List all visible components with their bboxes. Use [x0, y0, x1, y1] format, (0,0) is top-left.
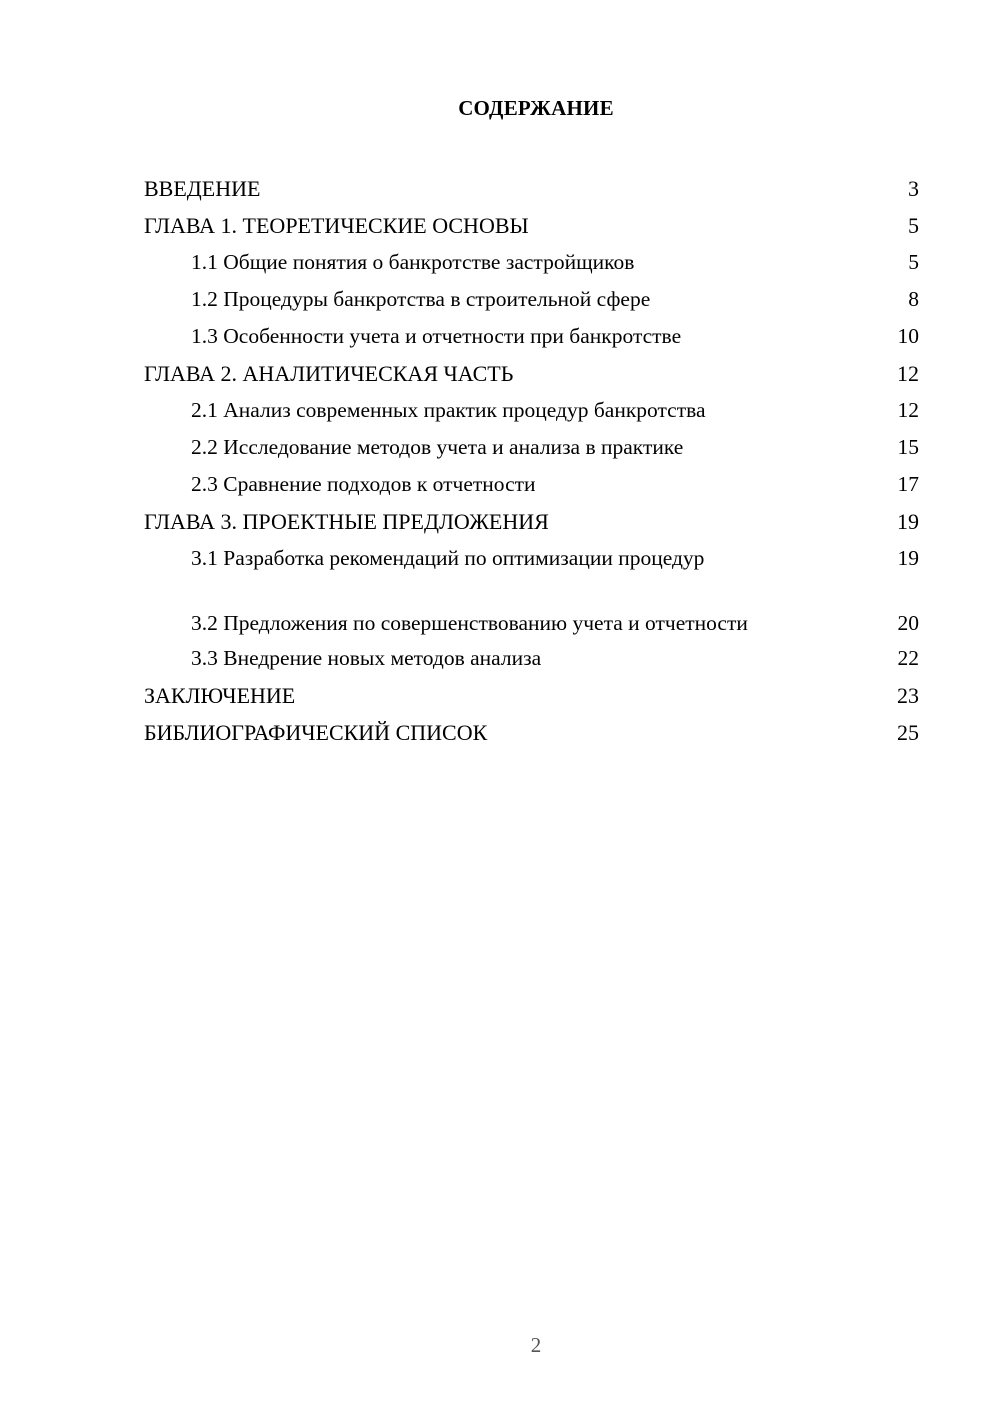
toc-entry-page: 19	[897, 546, 919, 570]
toc-entry-page: 12	[897, 361, 919, 386]
toc-entry-page: 5	[908, 250, 919, 274]
toc-entry-page: 12	[897, 398, 919, 422]
toc-entry-label: 1.3 Особенности учета и отчетности при банкротстве	[191, 324, 682, 348]
toc-entry-chapter-1[interactable]	[144, 207, 919, 244]
toc-entry-label: ЗАКЛЮЧЕНИЕ	[144, 683, 296, 708]
table-of-contents	[144, 170, 919, 751]
toc-entry-label: БИБЛИОГРАФИЧЕСКИЙ СПИСОК	[144, 720, 488, 745]
toc-entry-page: 10	[897, 324, 919, 348]
toc-entry-label: ГЛАВА 2. АНАЛИТИЧЕСКАЯ ЧАСТЬ	[144, 361, 514, 386]
toc-entry-page: 22	[897, 646, 919, 670]
toc-entry-section-3-2[interactable]	[144, 577, 919, 640]
toc-entry-section-3-1[interactable]	[144, 540, 919, 577]
toc-entry-introduction[interactable]	[144, 170, 919, 207]
toc-entry-page: 15	[897, 435, 919, 459]
toc-entry-page: 20	[897, 611, 919, 635]
toc-entry-label: 2.2 Исследование методов учета и анализа в практике	[191, 435, 684, 459]
toc-entry-section-3-3[interactable]	[144, 640, 919, 677]
page-number: 2	[530, 1333, 542, 1357]
toc-entry-label: 3.3 Внедрение новых методов анализа	[191, 646, 542, 670]
toc-entry-conclusion[interactable]	[144, 677, 919, 714]
toc-entry-label: 2.1 Анализ современных практик процедур банкротства	[191, 398, 706, 422]
toc-entry-page: 19	[897, 509, 919, 534]
toc-entry-label: 1.1 Общие понятия о банкротстве застройщиков	[191, 250, 635, 274]
toc-entry-label: 3.1 Разработка рекомендаций по оптимизации процедур	[191, 546, 705, 570]
toc-entry-section-2-1[interactable]	[144, 392, 919, 429]
toc-entry-section-2-3[interactable]	[144, 466, 919, 503]
toc-entry-label: ВВЕДЕНИЕ	[144, 176, 261, 201]
toc-entry-section-1-2[interactable]	[144, 281, 919, 318]
toc-entry-page: 23	[897, 683, 919, 708]
toc-entry-label: ГЛАВА 1. ТЕОРЕТИЧЕСКИЕ ОСНОВЫ	[144, 213, 529, 238]
toc-entry-chapter-2[interactable]	[144, 355, 919, 392]
toc-entry-page: 5	[908, 213, 919, 238]
page-title: СОДЕРЖАНИЕ	[458, 96, 614, 120]
toc-entry-label: 1.2 Процедуры банкротства в строительной сфере	[191, 287, 651, 311]
toc-entry-label: 3.2 Предложения по совершенствованию учета и отчетности	[191, 611, 748, 635]
toc-entry-label: ГЛАВА 3. ПРОЕКТНЫЕ ПРЕДЛОЖЕНИЯ	[144, 509, 549, 534]
toc-entry-page: 17	[897, 472, 919, 496]
toc-entry-bibliography[interactable]	[144, 714, 919, 751]
toc-entry-section-2-2[interactable]	[144, 429, 919, 466]
toc-entry-chapter-3[interactable]	[144, 503, 919, 540]
toc-entry-label: 2.3 Сравнение подходов к отчетности	[191, 472, 536, 496]
toc-entry-page: 3	[908, 176, 919, 201]
toc-entry-section-1-1[interactable]	[144, 244, 919, 281]
toc-entry-page: 25	[897, 720, 919, 745]
toc-entry-section-1-3[interactable]	[144, 318, 919, 355]
toc-entry-page: 8	[908, 287, 919, 311]
